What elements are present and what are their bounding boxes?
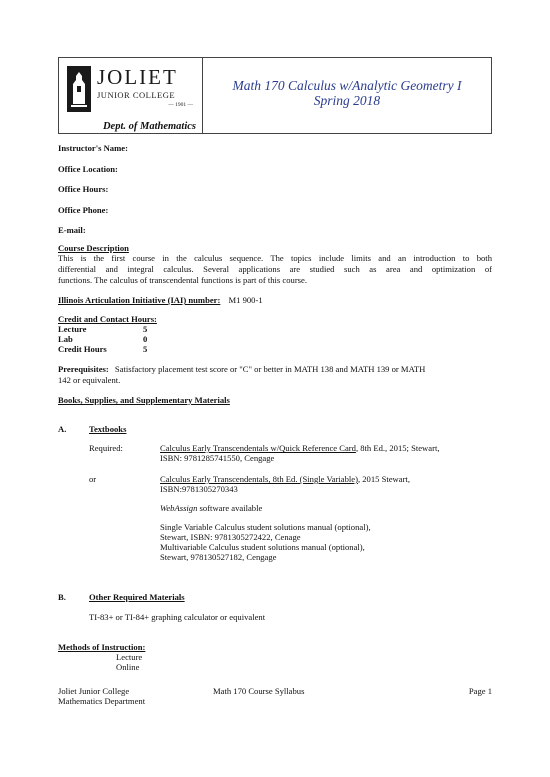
section-a-letter: A. (58, 424, 67, 434)
calculator-requirement: TI-83+ or TI-84+ graphing calculator or equivalent (89, 612, 266, 622)
required-textbook-title[interactable]: Calculus Early Transcendentals w/Quick Reference Card (160, 443, 356, 453)
footer-department: Mathematics Department (58, 696, 146, 706)
course-title-line1: Math 170 Calculus w/Analytic Geometry I (232, 78, 462, 93)
method-item: Lecture (116, 652, 143, 662)
credit-label-credit-hours: Credit Hours (58, 344, 107, 354)
required-textbook (160, 443, 439, 454)
required-textbook-isbn: ISBN: 9781285741550, Cengage (160, 453, 275, 463)
logo-college-name: JOLIET (97, 65, 178, 89)
iai-value: M1 900-1 (228, 295, 263, 305)
course-description-line: differential and integral calculus. Several applications are studied such as area and optimization of (58, 264, 492, 274)
webassign-text: software available (197, 503, 263, 513)
credit-heading: Credit and Contact Hours: (58, 314, 157, 324)
credit-value-credit-hours: 5 (143, 344, 148, 354)
webassign-name: WebAssign (160, 503, 198, 513)
tower-emblem-icon (67, 66, 91, 112)
section-b-letter: B. (58, 592, 66, 602)
logo-founding-year: — 1901 — (168, 102, 193, 108)
iai-row (58, 295, 263, 306)
required-label: Required: (89, 443, 123, 453)
credit-value-lab: 0 (143, 334, 148, 344)
alternate-textbook-isbn: ISBN:9781305270343 (160, 484, 238, 494)
section-a-title: Textbooks (89, 424, 127, 434)
header-box (58, 57, 492, 134)
required-textbook-details: , 8th Ed., 2015; Stewart, (355, 443, 440, 453)
college-logo (67, 66, 199, 114)
instructor-name-label: Instructor's Name: (58, 143, 128, 153)
solutions-manual-line: Multivariable Calculus student solutions manual (optional), (160, 542, 365, 552)
materials-heading: Books, Supplies, and Supplementary Materials (58, 395, 230, 405)
solutions-manual-line: Single Variable Calculus student solutions manual (optional), (160, 522, 371, 532)
alternate-textbook-details: , 2015 Stewart, (357, 474, 410, 484)
alternate-textbook-title[interactable]: Calculus Early Transcendentals, 8th Ed. (Single Variable) (160, 474, 358, 484)
webassign-line (160, 503, 262, 514)
prerequisites-line2: 142 or equivalent. (58, 375, 121, 385)
credit-label-lecture: Lecture (58, 324, 87, 334)
course-title (202, 78, 492, 108)
alternate-textbook (160, 474, 410, 485)
department-title: Dept. of Mathematics (102, 121, 196, 132)
header-logo-cell (59, 58, 203, 133)
footer-course: Math 170 Course Syllabus (213, 686, 305, 696)
solutions-manual-line: Stewart, 978130527182, Cengage (160, 552, 277, 562)
credit-value-lecture: 5 (143, 324, 148, 334)
office-location-label: Office Location: (58, 164, 118, 174)
course-description-line: This is the first course in the calculus sequence. The topics include limits and an introduction to both (58, 253, 492, 263)
course-description-line: functions. The calculus of transcendental functions is part of this course. (58, 275, 307, 285)
prerequisites-label: Prerequisites: (58, 364, 109, 374)
methods-heading: Methods of Instruction: (58, 642, 146, 652)
method-item: Online (116, 662, 140, 672)
office-phone-label: Office Phone: (58, 205, 109, 215)
footer-page-number: Page 1 (468, 686, 492, 696)
credit-label-lab: Lab (58, 334, 73, 344)
solutions-manual-line: Stewart, ISBN: 9781305272422, Cenage (160, 532, 301, 542)
footer-college: Joliet Junior College (58, 686, 130, 696)
prerequisites-line1 (58, 364, 492, 375)
logo-college-subtitle: JUNIOR COLLEGE (97, 90, 176, 100)
office-hours-label: Office Hours: (58, 184, 109, 194)
iai-label: Illinois Articulation Initiative (IAI) number: (58, 295, 221, 305)
course-title-line2: Spring 2018 (313, 93, 381, 108)
email-label: E-mail: (58, 225, 86, 235)
section-b-title: Other Required Materials (89, 592, 185, 602)
prerequisites-text: Satisfactory placement test score or "C" or better in MATH 138 and MATH 139 or MATH (114, 364, 426, 374)
or-label: or (89, 474, 97, 484)
course-description-heading: Course Description (58, 243, 129, 253)
